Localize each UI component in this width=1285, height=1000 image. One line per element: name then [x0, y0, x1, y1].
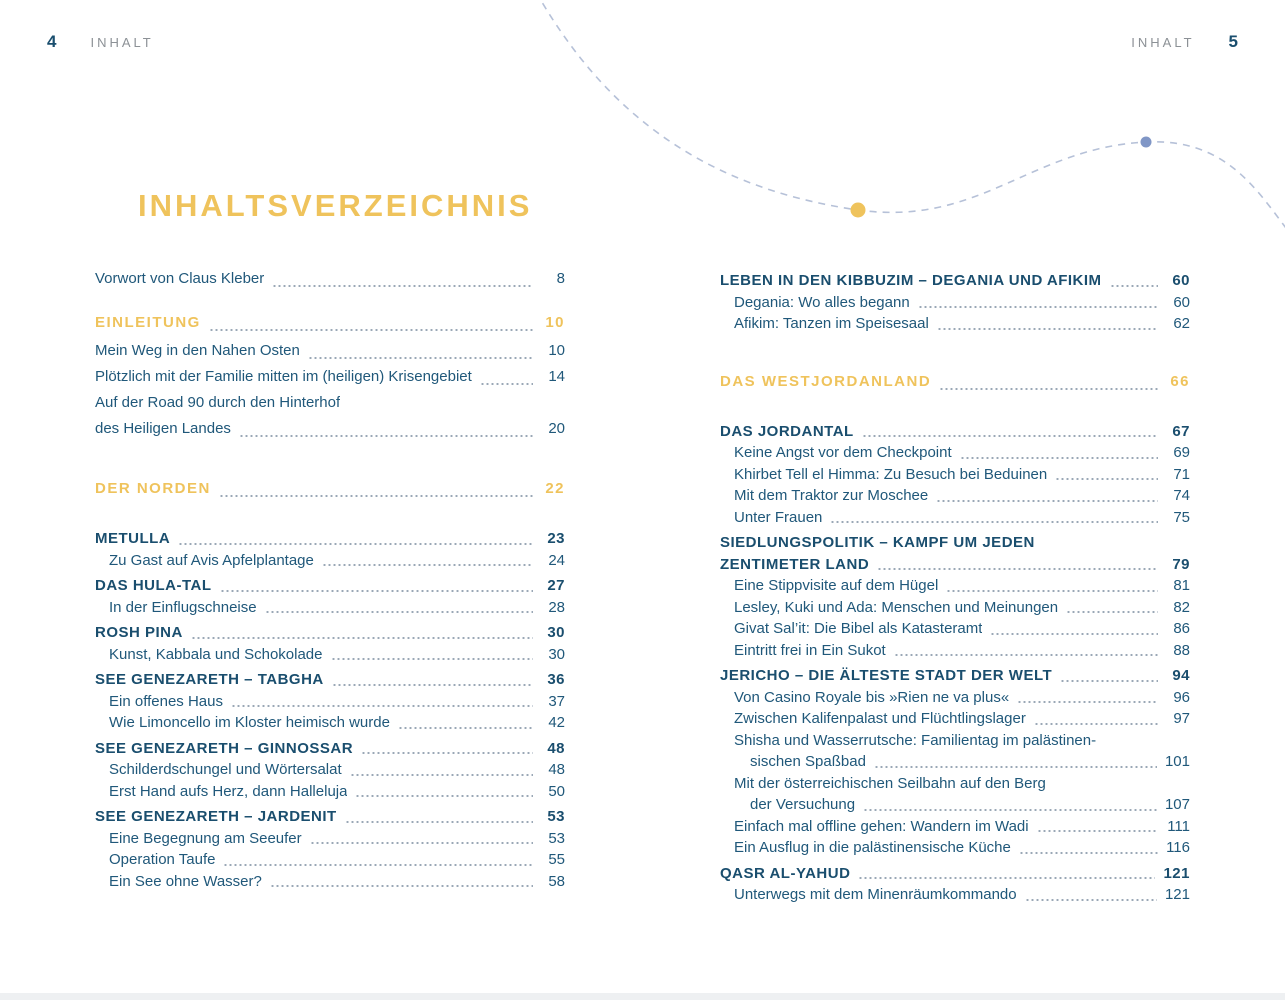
toc-entry	[95, 266, 565, 292]
toc-entry-page: 22	[545, 480, 565, 497]
toc-entry-label: Mit dem Traktor zur Moschee	[734, 487, 929, 504]
toc-entry-label: Khirbet Tell el Himma: Zu Besuch bei Beduinen	[734, 465, 1048, 483]
toc-entry-label: SIEDLUNGSPOLITIK – KAMPF UM JEDEN	[720, 534, 1035, 551]
dotted-leader	[322, 564, 533, 566]
toc-entry-page: 53	[547, 808, 565, 825]
toc-entry-page: 50	[548, 782, 565, 800]
toc-entry-label: Schilderdschungel und Wörtersalat	[109, 761, 342, 778]
toc-column-left	[95, 266, 565, 892]
toc-entry	[720, 730, 1190, 752]
toc-entry	[720, 816, 1190, 838]
toc-entry-label: Plötzlich mit der Familie mitten im (heiligen) Krisengebiet	[95, 368, 472, 385]
toc-entry-page: 96	[1173, 688, 1190, 706]
toc-entry-page: 30	[547, 624, 565, 641]
toc-entry-page: 27	[547, 577, 565, 594]
dotted-leader	[1055, 478, 1158, 480]
toc-entry	[720, 837, 1190, 859]
toc-entry	[720, 369, 1190, 395]
toc-entry-page: 24	[548, 551, 565, 569]
dotted-leader	[1017, 701, 1158, 703]
toc-entry	[720, 532, 1190, 554]
toc-entry	[720, 507, 1190, 529]
toc-entry	[95, 364, 565, 390]
toc-entry-label: Vorwort von Claus Kleber	[95, 270, 265, 287]
toc-entry-label: Ein Ausflug in die palästinensische Küche	[734, 839, 1011, 856]
dotted-leader	[939, 388, 1158, 390]
dotted-leader	[272, 285, 533, 287]
toc-entry	[95, 781, 565, 803]
toc-entry-page: 94	[1172, 667, 1190, 684]
toc-entry-label: Unter Frauen	[734, 508, 823, 526]
toc-entry	[95, 644, 565, 666]
toc-entry-label: DER NORDEN	[95, 480, 211, 497]
toc-entry-label: Einfach mal offline gehen: Wandern im Wadi	[734, 817, 1029, 835]
dotted-leader	[220, 590, 533, 592]
toc-entry-page: 23	[547, 530, 565, 547]
toc-entry-page: 121	[1164, 886, 1190, 903]
toc-entry-page: 53	[548, 829, 565, 847]
dotted-leader	[918, 306, 1158, 308]
toc-entry	[720, 665, 1190, 687]
toc-entry-page: 10	[548, 342, 565, 359]
toc-entry-label: Afikim: Tanzen im Speisesaal	[734, 315, 929, 332]
toc-entry	[95, 597, 565, 619]
dotted-leader	[1060, 680, 1158, 682]
toc-entry-page: 62	[1173, 315, 1190, 332]
dotted-leader	[1110, 285, 1158, 287]
toc-entry-label: DAS HULA-TAL	[95, 577, 212, 594]
toc-entry	[95, 691, 565, 713]
dotted-leader	[1025, 899, 1157, 901]
dotted-leader	[1019, 852, 1158, 854]
toc-entry	[95, 622, 565, 644]
dotted-leader	[863, 809, 1157, 811]
toc-entry	[95, 849, 565, 871]
toc-entry-label: Zwischen Kalifenpalast und Flüchtlingslager	[734, 710, 1026, 727]
dotted-leader	[1066, 611, 1158, 613]
toc-entry-page: 101	[1164, 753, 1190, 770]
page-number-right: 5	[1228, 32, 1238, 51]
toc-entry-page: 88	[1173, 641, 1190, 659]
toc-entry	[720, 421, 1190, 443]
toc-entry-page: 79	[1172, 555, 1190, 573]
toc-entry-page: 107	[1164, 796, 1190, 813]
toc-entry	[95, 871, 565, 893]
toc-entry-label: sischen Spaßbad	[750, 753, 866, 770]
toc-entry-label: Eine Stippvisite auf dem Hügel	[734, 577, 939, 594]
toc-entry-page: 81	[1173, 577, 1190, 594]
running-header-left	[47, 32, 154, 52]
toc-entry-label: Degania: Wo alles begann	[734, 293, 910, 311]
dotted-leader	[209, 329, 533, 331]
toc-entry	[95, 390, 565, 416]
toc-entry	[720, 270, 1190, 292]
toc-entry	[95, 759, 565, 781]
toc-entry	[720, 618, 1190, 640]
dotted-leader	[231, 705, 533, 707]
running-header-right	[1131, 32, 1238, 52]
toc-entry-page: 14	[548, 368, 565, 385]
toc-entry-label: SEE GENEZARETH – TABGHA	[95, 671, 324, 688]
toc-entry-label: ZENTIMETER LAND	[720, 555, 870, 573]
toc-entry-page: 116	[1166, 839, 1190, 856]
toc-entry-label: ROSH PINA	[95, 624, 183, 641]
dotted-leader	[990, 633, 1158, 635]
toc-entry	[720, 773, 1190, 795]
toc-entry-page: 74	[1173, 487, 1190, 504]
dotted-leader	[355, 795, 533, 797]
dotted-leader	[350, 774, 533, 776]
toc-entry-page: 42	[548, 714, 565, 731]
toc-entry-page: 60	[1173, 293, 1190, 311]
toc-entry-page: 60	[1172, 272, 1190, 289]
dotted-leader	[310, 842, 533, 844]
toc-entry-page: 121	[1163, 864, 1190, 882]
toc-entry	[720, 794, 1190, 816]
dotted-leader	[398, 727, 533, 729]
toc-entry	[720, 575, 1190, 597]
toc-entry-page: 8	[556, 270, 565, 287]
dotted-leader	[960, 457, 1158, 459]
toc-entry-label: Auf der Road 90 durch den Hinterhof	[95, 394, 341, 411]
toc-entry	[95, 528, 565, 550]
dotted-leader	[308, 357, 533, 359]
toc-entry	[95, 416, 565, 442]
dotted-leader	[830, 521, 1158, 523]
toc-entry	[720, 751, 1190, 773]
toc-entry	[95, 806, 565, 828]
toc-entry	[95, 738, 565, 760]
toc-entry-page: 66	[1170, 372, 1190, 390]
dotted-leader	[223, 864, 533, 866]
toc-entry-label: DAS JORDANTAL	[720, 422, 854, 440]
toc-entry-page: 10	[545, 314, 565, 331]
toc-entry-label: Kunst, Kabbala und Schokolade	[109, 645, 323, 663]
toc-entry-label: Eine Begegnung am Seeufer	[109, 829, 302, 847]
toc-entry-label: In der Einflugschneise	[109, 598, 257, 616]
toc-entry	[95, 338, 565, 364]
toc-entry-label: Zu Gast auf Avis Apfelplantage	[109, 551, 314, 569]
toc-entry-label: LEBEN IN DEN KIBBUZIM – DEGANIA UND AFIKIM	[720, 272, 1102, 289]
toc-entry-label: Keine Angst vor dem Checkpoint	[734, 444, 952, 461]
toc-entry	[720, 687, 1190, 709]
toc-entry	[720, 485, 1190, 507]
toc-entry	[720, 708, 1190, 730]
toc-entry-page: 86	[1173, 620, 1190, 637]
dotted-leader	[894, 654, 1158, 656]
toc-entry-page: 20	[548, 420, 565, 437]
dotted-leader	[862, 435, 1158, 437]
dotted-leader	[178, 543, 533, 545]
dotted-leader	[345, 821, 533, 823]
dotted-leader	[877, 568, 1158, 570]
toc-entry-label: Mein Weg in den Nahen Osten	[95, 342, 300, 359]
toc-entry-label: Lesley, Kuki und Ada: Menschen und Meinungen	[734, 598, 1059, 616]
dotted-leader	[219, 495, 533, 497]
toc-entry-page: 55	[548, 851, 565, 868]
toc-entry-label: Eintritt frei in Ein Sukot	[734, 641, 886, 659]
toc-entry	[720, 464, 1190, 486]
toc-entry-label: EINLEITUNG	[95, 314, 201, 331]
toc-entry-page: 97	[1173, 710, 1190, 727]
dotted-leader	[858, 877, 1155, 879]
toc-entry-page: 48	[548, 761, 565, 778]
toc-entry	[95, 550, 565, 572]
toc-entry-page: 30	[548, 645, 565, 663]
toc-entry-page: 67	[1172, 422, 1190, 440]
toc-entry-label: des Heiligen Landes	[95, 420, 231, 437]
toc-entry-page: 111	[1167, 817, 1190, 835]
toc-entry	[95, 828, 565, 850]
toc-entry	[95, 476, 565, 502]
dotted-leader	[946, 590, 1158, 592]
page-number-left: 4	[47, 32, 57, 51]
toc-entry-page: 69	[1173, 444, 1190, 461]
toc-column-right	[720, 266, 1190, 906]
toc-entry-label: Ein offenes Haus	[109, 692, 223, 710]
toc-entry-page: 71	[1173, 465, 1190, 483]
dotted-leader	[937, 328, 1158, 330]
toc-entry-label: DAS WESTJORDANLAND	[720, 372, 932, 390]
running-header-label-left: INHALT	[90, 35, 154, 50]
dotted-leader	[480, 383, 533, 385]
toc-entry	[720, 597, 1190, 619]
dotted-leader	[361, 752, 533, 754]
toc-entry-label: Ein See ohne Wasser?	[109, 872, 262, 890]
dotted-leader	[265, 611, 533, 613]
route-dot-gold	[851, 203, 866, 218]
toc-entry-label: Erst Hand aufs Herz, dann Halleluja	[109, 782, 348, 800]
toc-entry	[95, 310, 565, 336]
toc-entry-label: Shisha und Wasserrutsche: Familientag im palästinen-	[734, 731, 1097, 749]
toc-entry-label: QASR AL-YAHUD	[720, 864, 851, 882]
dotted-leader	[1034, 723, 1158, 725]
toc-entry	[720, 292, 1190, 314]
dotted-leader	[1037, 830, 1158, 832]
toc-entry-label: Mit der österreichischen Seilbahn auf den Berg	[734, 774, 1046, 792]
toc-entry-page: 58	[548, 872, 565, 890]
toc-entry	[720, 640, 1190, 662]
toc-entry-page: 75	[1173, 508, 1190, 526]
toc-entry-label: Givat Sal’it: Die Bibel als Katasteramt	[734, 620, 983, 637]
toc-entry-label: Unterwegs mit dem Minenräumkommando	[734, 886, 1017, 903]
toc-title: INHALTSVERZEICHNIS	[138, 188, 533, 223]
dotted-leader	[332, 684, 533, 686]
toc-entry-label: Operation Taufe	[109, 851, 216, 868]
toc-entry	[720, 863, 1190, 885]
toc-entry	[720, 442, 1190, 464]
toc-entry	[95, 575, 565, 597]
toc-entry-label: Wie Limoncello im Kloster heimisch wurde	[109, 714, 390, 731]
dotted-leader	[191, 637, 533, 639]
page-bottom-edge	[0, 993, 1285, 1000]
dotted-leader	[874, 766, 1157, 768]
toc-entry-label: SEE GENEZARETH – GINNOSSAR	[95, 739, 354, 757]
toc-entry	[95, 669, 565, 691]
toc-entry-page: 28	[548, 598, 565, 616]
toc-entry	[720, 554, 1190, 576]
toc-entry-page: 36	[547, 671, 565, 688]
running-header-label-right: INHALT	[1131, 35, 1195, 50]
toc-entry-label: Von Casino Royale bis »Rien ne va plus«	[734, 688, 1010, 706]
toc-entry	[720, 313, 1190, 335]
toc-entry-page: 37	[548, 692, 565, 710]
toc-entry-label: der Versuchung	[750, 796, 856, 813]
toc-entry	[720, 884, 1190, 906]
dotted-leader	[239, 435, 533, 437]
toc-entry-page: 82	[1173, 598, 1190, 616]
toc-entry-label: JERICHO – DIE ÄLTESTE STADT DER WELT	[720, 667, 1053, 684]
dotted-leader	[270, 885, 533, 887]
toc-entry-label: SEE GENEZARETH – JARDENIT	[95, 808, 337, 825]
toc-entry-page: 48	[547, 739, 565, 757]
dotted-leader	[331, 658, 534, 660]
dotted-leader	[936, 500, 1158, 502]
toc-entry	[95, 712, 565, 734]
toc-entry-label: METULLA	[95, 530, 171, 547]
route-dot-blue	[1141, 137, 1152, 148]
